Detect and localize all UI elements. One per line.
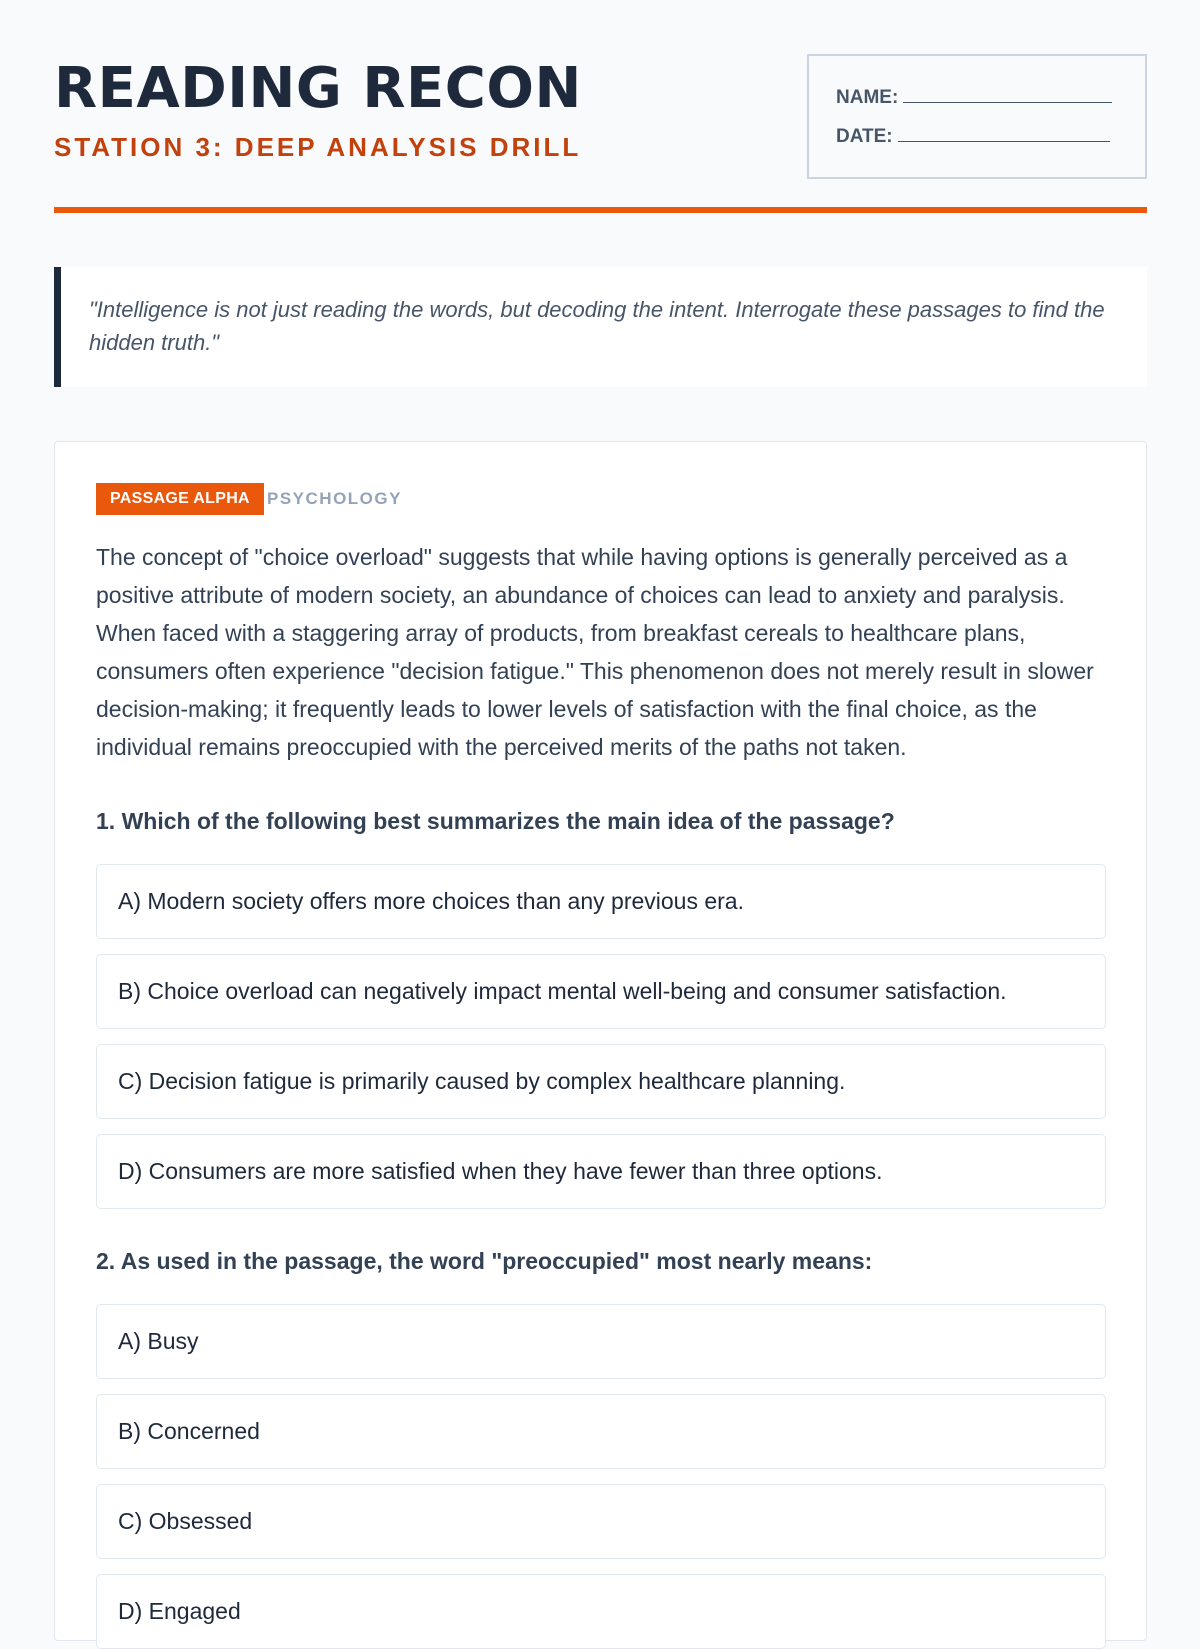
name-field[interactable] — [836, 84, 1112, 110]
page-title: READING RECON — [54, 56, 582, 121]
header-divider — [54, 207, 1147, 213]
intro-quote — [54, 267, 1147, 387]
date-blank-line[interactable] — [898, 123, 1110, 142]
header — [54, 54, 1147, 184]
q2-option-a[interactable] — [96, 1304, 1106, 1379]
q1-option-d[interactable] — [96, 1134, 1106, 1209]
date-label: DATE: — [836, 126, 893, 147]
passage-category: PSYCHOLOGY — [267, 489, 402, 508]
worksheet-page — [54, 0, 1147, 1624]
q1-option-c[interactable] — [96, 1044, 1106, 1119]
date-field[interactable] — [836, 123, 1110, 149]
passage-tag: PASSAGE ALPHA — [96, 483, 264, 515]
option-label: B) Concerned — [118, 1418, 260, 1444]
q1-option-b[interactable] — [96, 954, 1106, 1029]
option-label: D) Consumers are more satisfied when they have fewer than three options. — [118, 1158, 883, 1184]
name-label: NAME: — [836, 87, 899, 108]
passage-text: The concept of "choice overload" suggests that while having options is generally perceived as a positive attribute of modern society, an abundance of choices can lead to anxiety and paralysis. When faced with a staggering array of products, from breakfast cereals to healthcare plans, consumers often experience "decision fatigue." This phenomenon does not merely result in slower decision-making; it frequently leads to lower levels of satisfaction with the final choice, as the individual remains preoccupied with the perceived merits of the paths not taken. — [96, 544, 1094, 760]
quote-text: "Intelligence is not just reading the words, but decoding the intent. Interrogate these passages to find the hidden truth." — [89, 297, 1105, 355]
passage-card — [54, 441, 1147, 1641]
name-date-box — [807, 54, 1147, 179]
option-label: D) Engaged — [118, 1598, 241, 1624]
option-label: C) Decision fatigue is primarily caused by complex healthcare planning. — [118, 1068, 846, 1094]
option-label: B) Choice overload can negatively impact mental well-being and consumer satisfaction. — [118, 978, 1007, 1004]
q2-option-c[interactable] — [96, 1484, 1106, 1559]
option-label: C) Obsessed — [118, 1508, 253, 1534]
name-blank-line[interactable] — [903, 84, 1112, 103]
q2-option-b[interactable] — [96, 1394, 1106, 1469]
option-label: A) Modern society offers more choices than any previous era. — [118, 888, 744, 914]
question-1: 1. Which of the following best summarizes the main idea of the passage? — [96, 808, 895, 834]
question-2: 2. As used in the passage, the word "preoccupied" most nearly means: — [96, 1248, 873, 1274]
option-label: A) Busy — [118, 1328, 199, 1354]
q2-option-d[interactable] — [96, 1574, 1106, 1649]
q1-option-a[interactable] — [96, 864, 1106, 939]
page-subtitle: STATION 3: DEEP ANALYSIS DRILL — [54, 132, 582, 162]
